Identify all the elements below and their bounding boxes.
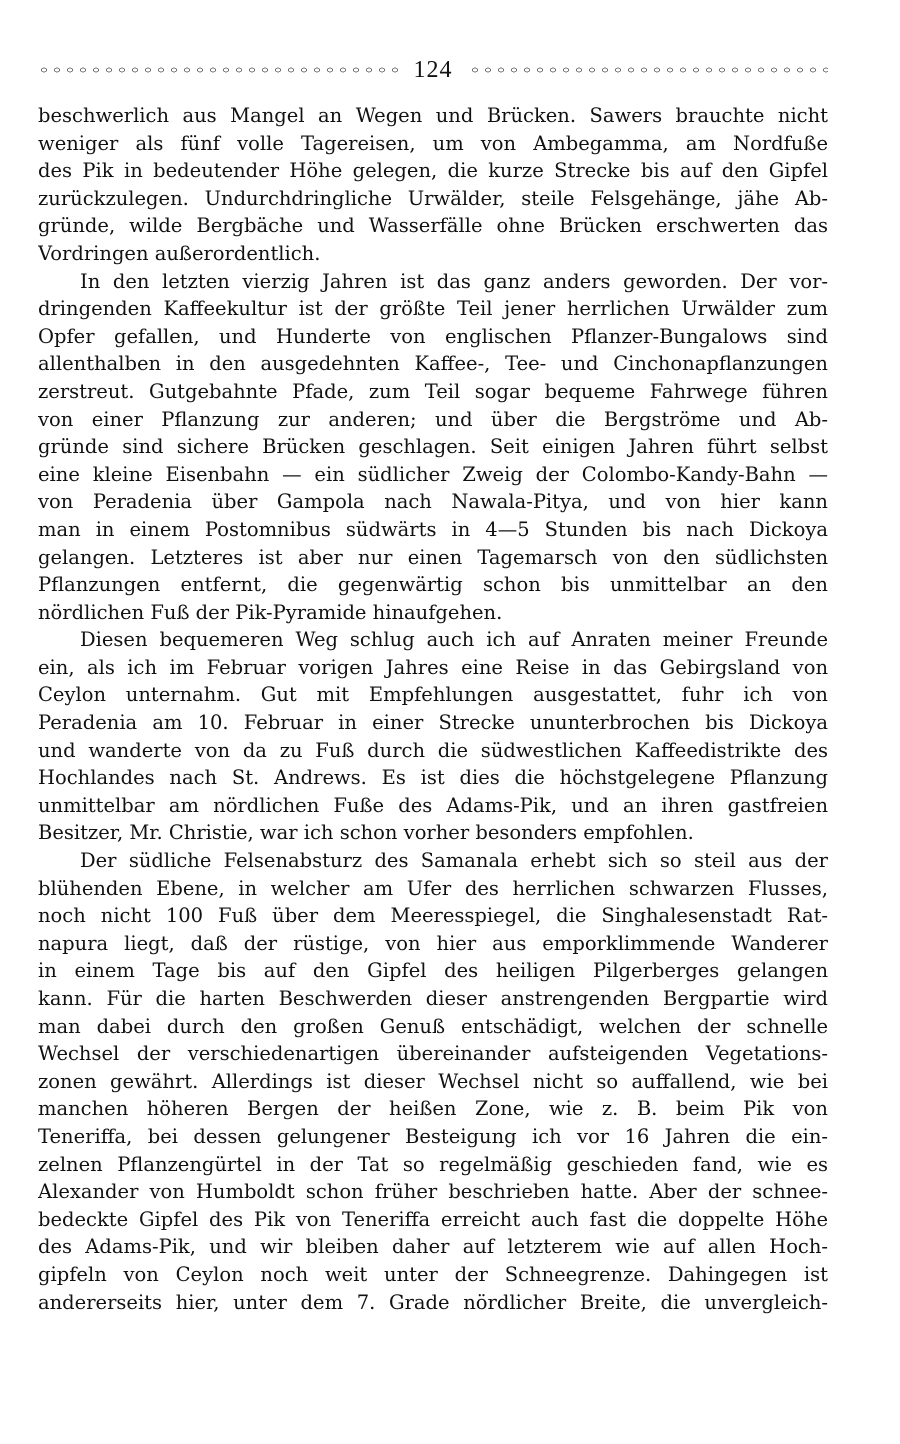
page-number: 124 <box>413 56 453 83</box>
right-ornament-border <box>469 65 829 75</box>
text-line: in einem Tage bis auf den Gipfel des heiligen Pilgerberges gelangen <box>38 959 828 983</box>
text-line: Pflanzungen entfernt, die gegenwärtig schon bis unmittelbar an den <box>38 573 828 597</box>
text-line: man in einem Postomnibus südwärts in 4—5 Stunden bis nach Dickoya <box>38 517 828 541</box>
text-line: eine kleine Eisenbahn — ein südlicher Zweig der Colombo-Kandy-Bahn — <box>38 462 828 486</box>
text-line: beschwerlich aus Mangel an Wegen und Brücken. Sawers brauchte nicht <box>38 104 828 127</box>
text-line: und wanderte von da zu Fuß durch die südwestlichen Kaffeedistrikte des <box>38 738 828 762</box>
text-line: des Adams-Pik, und wir bleiben daher auf letzterem wie auf allen Hoch- <box>38 1235 828 1259</box>
text-line: andererseits hier, unter dem 7. Grade nördlicher Breite, die unvergleich- <box>38 1290 828 1314</box>
text-line: blühenden Ebene, in welcher am Ufer des herrlichen schwarzen Flusses, <box>38 876 828 900</box>
text-line: In den letzten vierzig Jahren ist das ganz anders geworden. Der vor- <box>80 269 828 293</box>
text-line: kann. Für die harten Beschwerden dieser anstrengenden Bergpartie wird <box>38 987 828 1010</box>
text-line: nördlichen Fuß der Pik-Pyramide hinaufgehen. <box>38 600 503 624</box>
text-line: gipfeln von Ceylon noch weit unter der Schneegrenze. Dahingegen ist <box>38 1262 828 1286</box>
text-line: weniger als fünf volle Tagereisen, um von Ambegamma, am Nordfuße <box>38 131 828 155</box>
text-line: zonen gewährt. Allerdings ist dieser Wechsel nicht so auffallend, wie bei <box>38 1069 828 1093</box>
text-line: gelangen. Letzteres ist aber nur einen Tagemarsch von den südlichsten <box>38 545 828 569</box>
paragraph <box>38 847 828 1316</box>
text-line: Hochlandes nach St. Andrews. Es ist dies die höchstgelegene Pflanzung <box>38 766 828 790</box>
book-page <box>38 52 828 1316</box>
body-text <box>38 102 828 1316</box>
text-line: Der südliche Felsenabsturz des Samanala erhebt sich so steil aus der <box>80 849 828 873</box>
text-line: Ceylon unternahm. Gut mit Empfehlungen ausgestattet, fuhr ich von <box>38 683 828 707</box>
text-line: zerstreut. Gutgebahnte Pfade, zum Teil sogar bequeme Fahrwege führen <box>38 379 828 403</box>
text-line: gründe sind sichere Brücken geschlagen. Seit einigen Jahren führt selbst <box>38 435 828 459</box>
text-line: Teneriffa, bei dessen gelungener Besteigung ich vor 16 Jahren die ein- <box>38 1124 828 1148</box>
text-line: Vordringen außerordentlich. <box>38 241 321 265</box>
page-header <box>38 52 828 88</box>
text-line: von einer Pflanzung zur anderen; und über die Bergströme und Ab- <box>38 407 828 431</box>
text-line: bedeckte Gipfel des Pik von Teneriffa erreicht auch fast die doppelte Höhe <box>38 1207 828 1231</box>
text-line: man dabei durch den großen Genuß entschädigt, welchen der schnelle <box>38 1014 828 1038</box>
text-line: napura liegt, daß der rüstige, von hier aus emporklimmende Wanderer <box>38 931 828 955</box>
paragraph <box>38 626 828 847</box>
text-line: manchen höheren Bergen der heißen Zone, wie z. B. beim Pik von <box>38 1097 828 1121</box>
text-line: dringenden Kaffeekultur ist der größte Teil jener herrlichen Urwälder zum <box>38 297 828 321</box>
text-line: ein, als ich im Februar vorigen Jahres eine Reise in das Gebirgsland von <box>38 655 828 679</box>
text-line: unmittelbar am nördlichen Fuße des Adams-Pik, und an ihren gastfreien <box>38 793 828 817</box>
text-line: Opfer gefallen, und Hunderte von englischen Pflanzer-Bungalows sind <box>38 324 828 348</box>
text-line: des Pik in bedeutender Höhe gelegen, die kurze Strecke bis auf den Gipfel <box>38 159 828 183</box>
text-line: Diesen bequemeren Weg schlug auch ich auf Anraten meiner Freunde <box>80 628 828 652</box>
text-line: noch nicht 100 Fuß über dem Meeresspiegel, die Singhalesenstadt Rat- <box>38 904 828 928</box>
text-line: gründe, wilde Bergbäche und Wasserfälle ohne Brücken erschwerten das <box>38 214 828 238</box>
text-line: Peradenia am 10. Februar in einer Strecke ununterbrochen bis Dickoya <box>38 711 828 735</box>
text-line: von Peradenia über Gampola nach Nawala-Pitya, und von hier kann <box>38 490 828 514</box>
text-line: zelnen Pflanzengürtel in der Tat so regelmäßig geschieden fand, wie es <box>38 1152 828 1176</box>
text-line: allenthalben in den ausgedehnten Kaffee-, Tee- und Cinchonapflanzungen <box>38 352 828 376</box>
paragraph <box>38 102 828 268</box>
left-ornament-border <box>38 65 398 75</box>
paragraph <box>38 268 828 627</box>
text-line: Besitzer, Mr. Christie, war ich schon vorher besonders empfohlen. <box>38 821 694 845</box>
text-line: Alexander von Humboldt schon früher beschrieben hatte. Aber der schnee- <box>38 1180 828 1204</box>
text-line: Wechsel der verschiedenartigen übereinander aufsteigenden Vegetations- <box>38 1042 828 1066</box>
text-line: zurückzulegen. Undurchdringliche Urwälder, steile Felsgehänge, jähe Ab- <box>38 186 828 210</box>
